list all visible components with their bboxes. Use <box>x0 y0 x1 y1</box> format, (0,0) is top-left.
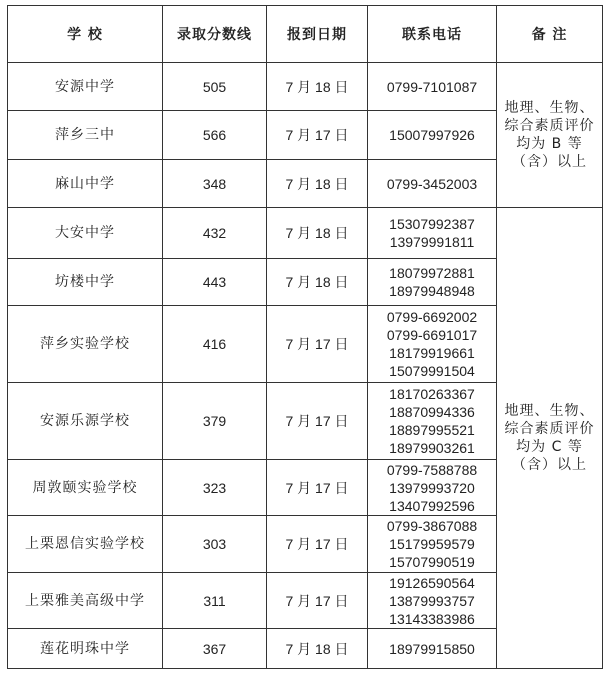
admission-score: 311 <box>163 573 267 629</box>
phone-number: 0799-6692002 <box>386 309 478 325</box>
phone-number: 0799-6691017 <box>386 327 478 343</box>
admission-score: 379 <box>163 383 267 460</box>
admission-score: 505 <box>163 63 267 111</box>
note-b-grade: 地理、生物、综合素质评价均为 B 等（含）以上 <box>497 63 603 208</box>
phone-number: 13143383986 <box>389 610 475 627</box>
contact-phone <box>368 160 497 208</box>
phone-number: 19126590564 <box>389 574 475 591</box>
contact-phone <box>368 460 497 516</box>
school-name: 麻山中学 <box>8 160 163 208</box>
contact-phone <box>368 208 497 259</box>
school-name: 萍乡三中 <box>8 111 163 160</box>
phone-number: 15707990519 <box>389 554 475 570</box>
header-row <box>8 6 603 63</box>
contact-phone <box>368 383 497 460</box>
header-school: 学 校 <box>8 6 163 63</box>
school-name: 上栗恩信实验学校 <box>8 516 163 573</box>
phone-number: 18870994336 <box>389 404 475 420</box>
table-row <box>8 63 603 111</box>
phone-number: 18179919661 <box>389 345 475 361</box>
header-date: 报到日期 <box>267 6 368 63</box>
phone-number: 13879993757 <box>389 592 475 609</box>
admission-score: 566 <box>163 111 267 160</box>
admission-score: 323 <box>163 460 267 516</box>
phone-number: 18979948948 <box>389 283 475 299</box>
school-name: 萍乡实验学校 <box>8 306 163 383</box>
header-note: 备 注 <box>497 6 603 63</box>
phone-number: 15307992387 <box>389 216 475 232</box>
table-row <box>8 208 603 259</box>
admission-score: 303 <box>163 516 267 573</box>
report-date: 7 月 17 日 <box>267 516 368 573</box>
phone-number: 18979915850 <box>389 640 475 657</box>
contact-phone <box>368 306 497 383</box>
phone-number: 0799-7588788 <box>386 461 478 478</box>
school-name: 坊楼中学 <box>8 259 163 306</box>
phone-number: 18079972881 <box>389 265 475 281</box>
school-name: 安源乐源学校 <box>8 383 163 460</box>
report-date: 7 月 18 日 <box>267 259 368 306</box>
report-date: 7 月 17 日 <box>267 306 368 383</box>
phone-number: 18897995521 <box>389 422 475 438</box>
header-score: 录取分数线 <box>163 6 267 63</box>
admission-score: 416 <box>163 306 267 383</box>
phone-number: 13979991811 <box>389 234 475 250</box>
school-name: 周敦颐实验学校 <box>8 460 163 516</box>
admission-score: 432 <box>163 208 267 259</box>
report-date: 7 月 17 日 <box>267 573 368 629</box>
school-name: 大安中学 <box>8 208 163 259</box>
phone-number: 15179959579 <box>389 536 475 552</box>
phone-number: 15007997926 <box>389 127 475 143</box>
contact-phone <box>368 111 497 160</box>
contact-phone <box>368 516 497 573</box>
report-date: 7 月 18 日 <box>267 208 368 259</box>
admission-score: 348 <box>163 160 267 208</box>
phone-number: 15079991504 <box>389 363 475 379</box>
admission-table <box>7 5 603 669</box>
phone-number: 13979993720 <box>389 479 475 496</box>
phone-number: 0799-7101087 <box>386 78 478 95</box>
report-date: 7 月 18 日 <box>267 160 368 208</box>
school-name: 安源中学 <box>8 63 163 111</box>
phone-number: 0799-3452003 <box>386 175 478 192</box>
report-date: 7 月 17 日 <box>267 111 368 160</box>
report-date: 7 月 17 日 <box>267 383 368 460</box>
contact-phone <box>368 629 497 669</box>
note-c-grade: 地理、生物、综合素质评价均为 C 等（含）以上 <box>497 208 603 669</box>
phone-number: 0799-3867088 <box>386 518 478 534</box>
contact-phone <box>368 573 497 629</box>
contact-phone <box>368 259 497 306</box>
report-date: 7 月 18 日 <box>267 63 368 111</box>
school-name: 上栗雅美高级中学 <box>8 573 163 629</box>
admission-score: 367 <box>163 629 267 669</box>
phone-number: 13407992596 <box>389 497 475 514</box>
school-name: 莲花明珠中学 <box>8 629 163 669</box>
contact-phone <box>368 63 497 111</box>
admission-score: 443 <box>163 259 267 306</box>
phone-number: 18979903261 <box>389 440 475 456</box>
report-date: 7 月 18 日 <box>267 629 368 669</box>
report-date: 7 月 17 日 <box>267 460 368 516</box>
header-phone: 联系电话 <box>368 6 497 63</box>
phone-number: 18170263367 <box>389 386 475 402</box>
